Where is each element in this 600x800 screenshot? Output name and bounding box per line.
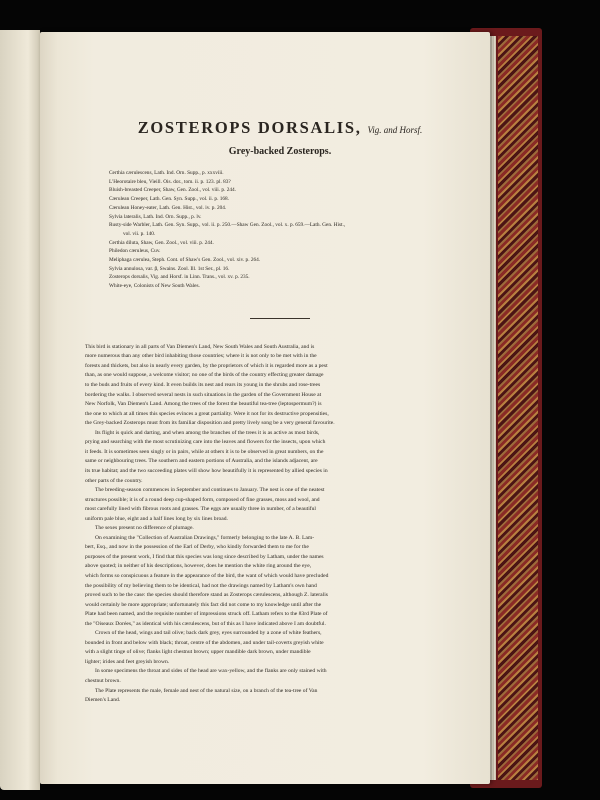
body-line: The Plate represents the male, female and nest of the natural size, on a branch of the tea-tree of Van [95,687,318,694]
species-authority: Vig. and Horsf. [367,125,423,135]
body-line: more numerous than any other bird inhabiting those countries; where it is not only to be met with in the [85,353,317,360]
body-line: with a slight tinge of olive; flanks light chestnut brown; upper mandible dark brown, under mandible [85,649,311,656]
synonym-line: Sylvia lateralis, Lath. Ind. Orn. Supp., p. lv. [109,213,202,220]
body-line: lighter; irides and feet greyish brown. [85,658,170,665]
body-line: bounded in front and below with black; throat, centre of the abdomen, and under tail-coverts greyish white [85,639,324,646]
body-line: which forms so conspicuous a feature in the appearance of the bird, the want of which would have precluded [85,572,329,579]
body-line: structures possible; it is of a round deep cup-shaped form, composed of fine grasses, moss and wool, and [85,496,320,503]
body-line: prying and searching with the most scrutinizing care into the leaves and flowers for the insects, upon which [85,439,326,446]
body-line: the one to which at all times this species evinces a great partiality. Were it not for its destructive propensities, [85,410,329,417]
body-line: In some specimens the throat and sides of the head are wax-yellow, and the flanks are only stained with [95,668,327,675]
body-line: The sexes present no difference of plumage. [95,525,194,532]
synonymy-list [109,169,475,291]
body-line: Diemen's Land. [85,697,121,704]
synonym-line: Sylvia annulosa, var. β, Swains. Zool. Ill. 1st Ser., pl. 16. [109,265,230,272]
synonym-line: vol. vii. p. 140. [123,230,156,237]
section-divider [250,318,310,319]
species-name: ZOSTEROPS DORSALIS, [137,118,362,137]
body-line: the Grey-backed Zosterops must from its familiar disposition and pretty lively song be a very general favourite. [85,420,335,427]
body-line: most carefully lined with fibrous roots and grasses. The eggs are usually three in number, of a beautiful [85,506,316,513]
body-line: to the buds and fruits of every kind. It even builds its nest and rears its young in the shrubs and rose-trees [85,382,321,389]
body-line: Crown of the head, wings and tail olive; back dark grey, eyes surrounded by a zone of white feathers, [95,630,322,637]
synonym-line: Certhia diluta, Shaw, Gen. Zool., vol. viii. p. 244. [109,239,214,246]
synonym-line: Bluish-breasted Creeper, Shaw, Gen. Zool., vol. viii. p. 244. [109,187,236,194]
body-line: On examining the "Collection of Australian Drawings," formerly belonging to the late A. B. Lam- [95,534,315,541]
body-line: forests and thickets, but also in nearly every garden, by the proprietors of which it is regarded more as a pest [85,362,328,369]
body-line: it feeds. It is sometimes seen singly or in pairs, while at others it is to be observed in great numbers, on the [85,448,324,455]
facing-page-edge [0,30,40,790]
common-name: Grey-backed Zosterops. [228,146,332,157]
body-line: its true habitat; and the two succeeding plates will show how beautifully it is represented by allied species in [85,467,328,474]
body-line: bordering the walks. I observed several nests in such situations in the garden of the Government House at [85,391,322,398]
synonym-line: Zosterops dorsalis, Vig. and Horsf. in Linn. Trans., vol. xv. p. 235. [109,274,250,281]
body-line: Its flight is quick and darting, and when among the branches of the trees it is as active as most birds, [95,429,320,436]
marbled-endpaper [498,36,538,780]
synonym-line: White-eye, Colonists of New South Wales. [109,283,200,290]
synonym-line: Certhia cærulescens, Lath. Ind. Orn. Supp., p. xxxviii. [109,170,224,176]
synonym-line: Philedon cæruleus, Cuv. [109,248,161,255]
body-line: same or neighbouring trees. The southern and eastern portions of Australia, and the islands adjacent, are [85,458,318,465]
body-line: other parts of the country. [85,477,143,484]
synonym-line: Cærulean Honey-eater, Lath. Gen. Hist., vol. iv. p. 204. [109,204,227,211]
synonym-line: Cærulean Creeper, Lath. Gen. Syn. Supp., vol. ii. p. 168. [109,196,229,203]
body-line: purposes of the present work, I find that this species was long since described by Latham, under the names [85,553,324,560]
body-line: would certainly be more appropriate; unfortunately this fact did not come to my knowledge until after the [85,601,322,608]
body-line: the "Oiseaux Dorées," as identical with his cærulescens, but of this as I have indicated above I am doubtful. [85,620,326,627]
synonym-line: Meliphaga cærulea, Steph. Cont. of Shaw's Gen. Zool., vol. xiv. p. 264. [109,257,261,264]
synonym-line: Rusty-side Warbler, Lath. Gen. Syn. Supp., vol. ii. p. 250.—Shaw Gen. Zool., vol. x. p. 659.—Lath. Gen. Hist., [109,222,346,229]
body-line: Plate had been named, and the requisite number of impressions struck off. Latham refers to the 83rd Plate of [85,611,328,618]
page-title [85,118,475,140]
body-line: above quoted; in neither of his descriptions, however, does he mention the white ring around the eye, [85,563,312,570]
page-content [85,118,475,706]
body-line: New Norfolk, Van Diemen's Land. Among the trees of the forest the beautiful tea-tree (leptospermum?) is [85,401,322,408]
body-line: uniform pale blue, eight and a half lines long by six lines broad. [85,515,228,522]
body-text [85,343,475,706]
synonym-line: L'Heorotaire bleu, Vieill. Ois. dor., tom. ii. p. 123. pl. 83? [109,178,231,185]
body-line: the possibility of my believing them to be identical, had not the drawings named by Latham's own hand [85,582,317,589]
body-line: The breeding-season commences in September and continues to January. The nest is one of the neatest [95,487,325,494]
body-line: than, as one would suppose, a welcome visitor; no one of the birds of the country effecting greater damage [85,372,324,379]
body-line: proved such to be the case: the species should therefore stand as Zosterops cærulescens, although Z. lateralis [85,592,328,599]
body-line: chestnut brown. [85,677,121,684]
body-line: bert, Esq., and now in the possession of the Earl of Derby, who kindly forwarded them to me for the [85,544,309,551]
body-line: This bird is stationary in all parts of Van Diemen's Land, New South Wales and South Australia, and is [85,343,315,350]
